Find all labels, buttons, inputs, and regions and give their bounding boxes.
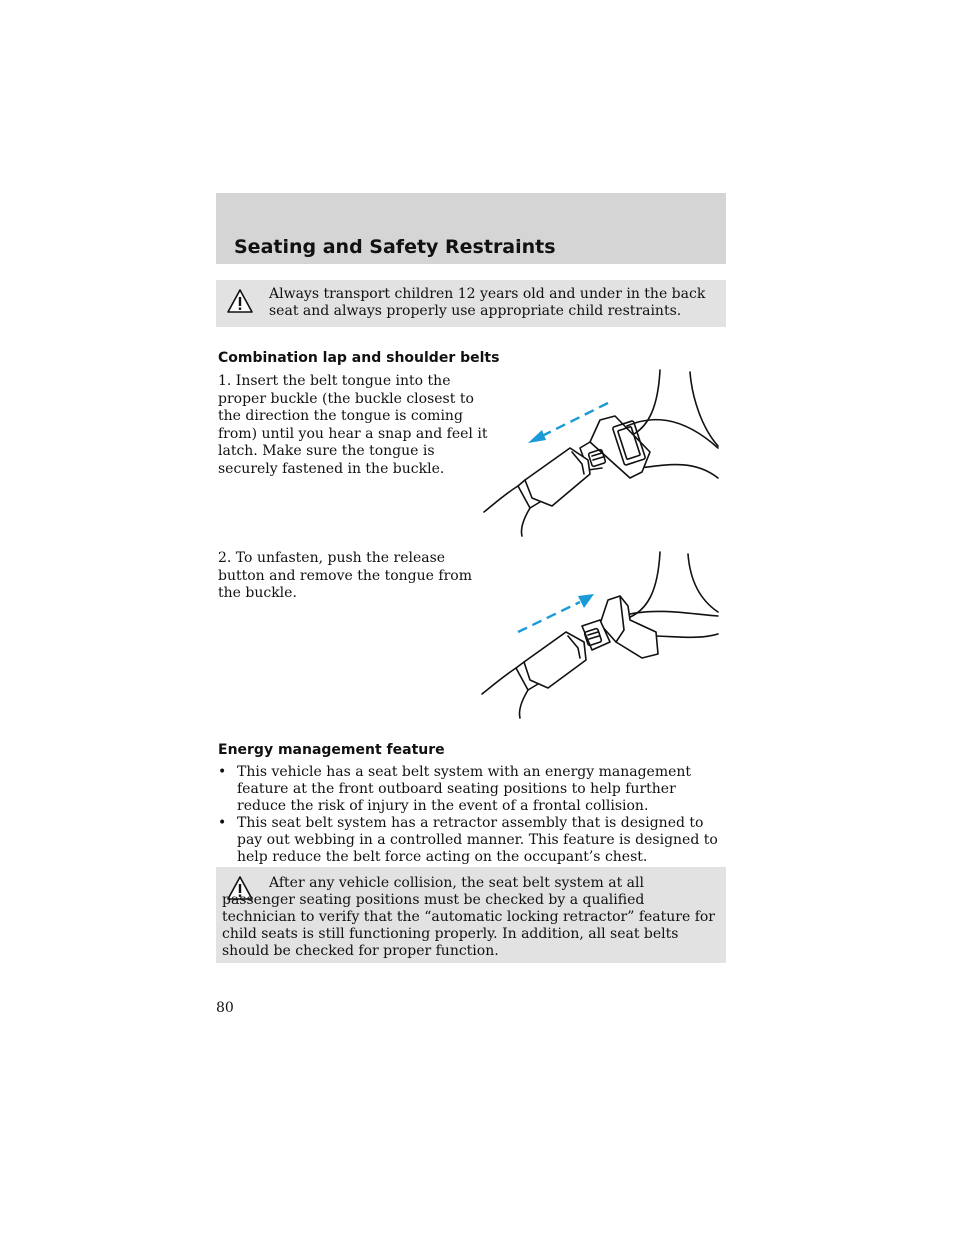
header-band: [216, 193, 726, 264]
buckle-insert-illustration: [480, 368, 730, 538]
bullet-item: [218, 764, 728, 815]
warning-box-collision: [216, 867, 726, 963]
arrow-left-icon: [528, 430, 546, 443]
warning-text: After any vehicle collision, the seat belt system at all passenger seating positions must be checked by a qualified technician to verify that the “automatic locking retractor” feature for child seats is still functioning properly. In addition, all seat belts should be checked for proper function.: [222, 875, 716, 959]
step-1-text: 1. Insert the belt tongue into the proper buckle (the buckle closest to the direction the tongue is coming from) until you hear a snap and feel it latch. Make sure the tongue is securely fastened in the buckle.: [218, 373, 488, 477]
warning-triangle-icon: [226, 288, 254, 314]
bullet-dot: •: [218, 815, 227, 831]
page-number: 80: [216, 1000, 234, 1016]
section-heading-combination: Combination lap and shoulder belts: [218, 350, 500, 366]
warning-text: Always transport children 12 years old and under in the back seat and always properly use appropriate child restraints.: [269, 286, 706, 319]
bullet-item: [218, 815, 728, 866]
step-2-text: 2. To unfasten, push the release button and remove the tongue from the buckle.: [218, 550, 472, 601]
bullet-dot: •: [218, 764, 227, 780]
section-heading-energy: Energy management feature: [218, 742, 445, 758]
bullet-text: This seat belt system has a retractor assembly that is designed to pay out webbing in a controlled manner. This feature is designed to help reduce the belt force acting on the occupant’s chest.: [237, 815, 718, 865]
warning-box-children: [216, 280, 726, 327]
bullet-text: This vehicle has a seat belt system with an energy management feature at the front outboard seating positions to help further reduce the risk of injury in the event of a frontal collision.: [237, 764, 692, 814]
arrow-right-icon: [578, 594, 594, 608]
buckle-release-illustration: [480, 550, 730, 720]
page-title: Seating and Safety Restraints: [234, 236, 556, 258]
